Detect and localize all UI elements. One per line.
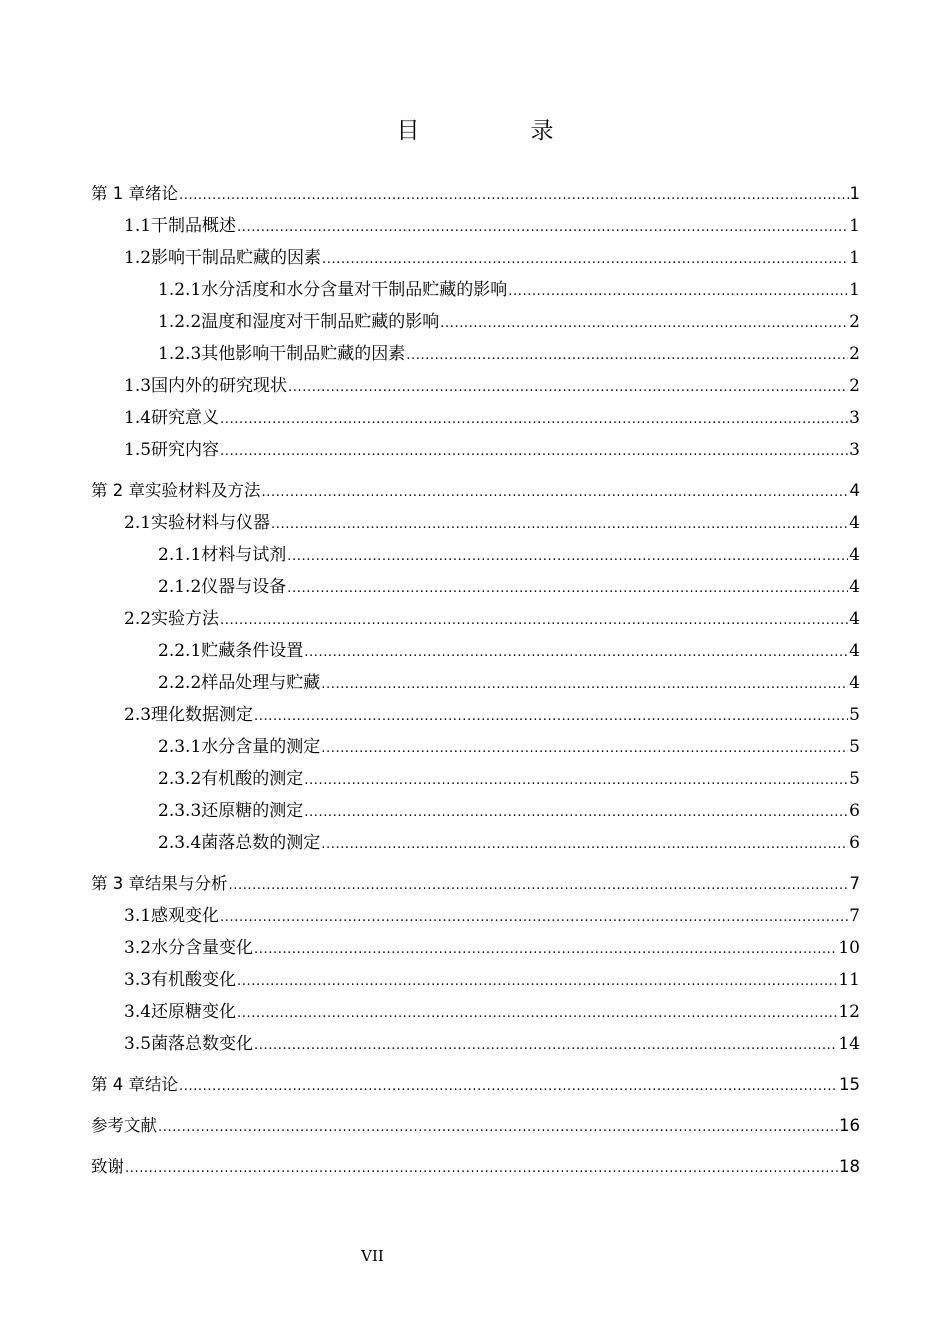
toc-entry-label: 仪器与设备 (201, 577, 287, 597)
dot-leader (288, 370, 848, 404)
toc-section-entry[interactable] (91, 507, 860, 539)
dot-leader (304, 635, 848, 669)
toc-entry-label: 绪论 (145, 184, 178, 203)
toc-entry-number: 2.1.1 (158, 545, 202, 565)
toc-section-entry[interactable] (91, 434, 860, 466)
toc-entry-label: 影响干制品贮藏的因素 (151, 248, 322, 268)
toc-entry-number: 2.1.2 (158, 577, 202, 597)
toc-title: 目 录 (396, 118, 598, 144)
dot-leader (406, 338, 848, 372)
toc-section-entry[interactable] (91, 603, 860, 635)
toc-subsection-entry[interactable] (91, 274, 860, 306)
toc-entry-page: 6 (849, 833, 860, 853)
toc-entry-number: 第 1 章 (91, 184, 145, 203)
dot-leader (271, 507, 848, 541)
dot-leader (237, 210, 848, 244)
toc-subsection-entry[interactable] (91, 763, 860, 795)
toc-subsection-entry[interactable] (91, 306, 860, 338)
toc-entry-page: 4 (849, 481, 860, 500)
dot-leader (321, 827, 848, 861)
toc-entry-label: 实验材料与仪器 (151, 513, 271, 533)
toc-entry-label: 样品处理与贮藏 (201, 673, 321, 693)
toc-entry-label: 参考文献 (91, 1116, 157, 1135)
dot-leader (237, 964, 837, 998)
toc-entry-page: 4 (849, 673, 860, 693)
toc-entry-label: 菌落总数变化 (151, 1034, 254, 1054)
toc-entry-label: 理化数据测定 (151, 705, 254, 725)
toc-chapter-entry[interactable] (91, 868, 860, 900)
toc-entry-page: 18 (839, 1157, 860, 1176)
dot-leader (220, 402, 848, 436)
dot-leader (254, 699, 848, 733)
toc-chapter-entry[interactable] (91, 475, 860, 507)
toc-entry-page: 14 (838, 1034, 860, 1054)
toc-entry-number: 3.4 (124, 1002, 152, 1022)
dot-leader (237, 996, 837, 1030)
toc-entry-label: 国内外的研究现状 (151, 376, 288, 396)
toc-entry-number: 1.5 (124, 440, 152, 460)
toc-entry-number: 1.2.3 (158, 344, 202, 364)
dot-leader (262, 475, 849, 509)
toc-section-entry[interactable] (91, 402, 860, 434)
toc-entry-label: 致谢 (91, 1157, 124, 1176)
toc-section-entry[interactable] (91, 242, 860, 274)
toc-entry-number: 1.3 (124, 376, 152, 396)
toc-chapter-entry[interactable] (91, 1151, 860, 1183)
toc-section-entry[interactable] (91, 964, 860, 996)
toc-entry-label: 水分含量的测定 (201, 737, 321, 757)
dot-leader (125, 1151, 838, 1185)
toc-entry-number: 2.3.2 (158, 769, 202, 789)
toc-section-entry[interactable] (91, 900, 860, 932)
toc-entry-label: 水分含量变化 (151, 938, 254, 958)
toc-entry-page: 7 (849, 906, 860, 926)
dot-leader (508, 274, 848, 308)
toc-entry-label: 温度和湿度对干制品贮藏的影响 (201, 312, 440, 332)
dot-leader (220, 900, 848, 934)
toc-entry-number: 1.2 (124, 248, 152, 268)
toc-entry-number: 2.3.4 (158, 833, 202, 853)
toc-entry-page: 6 (849, 801, 860, 821)
toc-entry-label: 结果与分析 (145, 874, 228, 893)
toc-entry-number: 1.4 (124, 408, 152, 428)
toc-chapter-entry[interactable] (91, 178, 860, 210)
dot-leader (229, 868, 849, 902)
dot-leader (179, 1069, 838, 1103)
toc-entry-page: 12 (838, 1002, 860, 1022)
toc-entry-label: 还原糖变化 (151, 1002, 237, 1022)
toc-section-entry[interactable] (91, 996, 860, 1028)
toc-entry-label: 研究意义 (151, 408, 220, 428)
dot-leader (158, 1110, 838, 1144)
toc-entry-label: 实验方法 (151, 609, 220, 629)
toc-entry-page: 3 (849, 440, 860, 460)
toc-subsection-entry[interactable] (91, 571, 860, 603)
dot-leader (179, 178, 849, 212)
dot-leader (254, 932, 837, 966)
toc-entry-number: 第 4 章 (91, 1075, 145, 1094)
toc-entry-page: 2 (849, 344, 860, 364)
toc-entry-page: 4 (849, 641, 860, 661)
toc-entry-page: 5 (849, 737, 860, 757)
toc-entry-number: 3.2 (124, 938, 152, 958)
toc-entry-number: 2.3 (124, 705, 152, 725)
toc-subsection-entry[interactable] (91, 667, 860, 699)
toc-entry-number: 1.2.1 (158, 280, 202, 300)
dot-leader (440, 306, 848, 340)
toc-subsection-entry[interactable] (91, 795, 860, 827)
toc-entry-label: 水分活度和水分含量对干制品贮藏的影响 (201, 280, 508, 300)
toc-entry-page: 10 (838, 938, 860, 958)
toc-entry-page: 2 (849, 376, 860, 396)
toc-entry-page: 4 (849, 577, 860, 597)
toc-entry-number: 2.3.3 (158, 801, 202, 821)
toc-entry-label: 结论 (145, 1075, 178, 1094)
toc-subsection-entry[interactable] (91, 635, 860, 667)
toc-entry-label: 感观变化 (151, 906, 220, 926)
toc-entry-number: 第 3 章 (91, 874, 145, 893)
toc-entry-number: 2.3.1 (158, 737, 202, 757)
toc-entry-number: 3.1 (124, 906, 152, 926)
toc-section-entry[interactable] (91, 1028, 860, 1060)
dot-leader (322, 242, 848, 276)
toc-section-entry[interactable] (91, 210, 860, 242)
toc-entry-page: 5 (849, 769, 860, 789)
dot-leader (304, 795, 848, 829)
dot-leader (254, 1028, 837, 1062)
toc-entry-label: 贮藏条件设置 (201, 641, 304, 661)
toc-entry-page: 11 (838, 970, 860, 990)
table-of-contents (91, 178, 860, 1183)
toc-subsection-entry[interactable] (91, 731, 860, 763)
toc-entry-label: 研究内容 (151, 440, 220, 460)
toc-entry-number: 3.5 (124, 1034, 152, 1054)
toc-entry-number: 2.1 (124, 513, 152, 533)
toc-entry-number: 2.2 (124, 609, 152, 629)
toc-entry-page: 4 (849, 545, 860, 565)
dot-leader (321, 731, 848, 765)
toc-subsection-entry[interactable] (91, 338, 860, 370)
toc-entry-label: 干制品概述 (151, 216, 237, 236)
toc-entry-page: 1 (849, 216, 860, 236)
toc-entry-page: 3 (849, 408, 860, 428)
toc-entry-label: 菌落总数的测定 (201, 833, 321, 853)
toc-section-entry[interactable] (91, 370, 860, 402)
dot-leader (220, 603, 848, 637)
toc-entry-page: 15 (839, 1075, 860, 1094)
dot-leader (287, 571, 848, 605)
toc-subsection-entry[interactable] (91, 827, 860, 859)
toc-entry-number: 2.2.1 (158, 641, 202, 661)
page-number: VII (361, 1247, 384, 1265)
toc-chapter-entry[interactable] (91, 1110, 860, 1142)
toc-entry-label: 实验材料及方法 (145, 481, 261, 500)
toc-entry-number: 1.1 (124, 216, 152, 236)
toc-section-entry[interactable] (91, 932, 860, 964)
toc-entry-label: 其他影响干制品贮藏的因素 (201, 344, 406, 364)
toc-entry-number: 2.2.2 (158, 673, 202, 693)
toc-entry-page: 2 (849, 312, 860, 332)
toc-entry-label: 有机酸变化 (151, 970, 237, 990)
toc-chapter-entry[interactable] (91, 1069, 860, 1101)
toc-entry-page: 16 (839, 1116, 860, 1135)
toc-entry-page: 4 (849, 609, 860, 629)
toc-section-entry[interactable] (91, 699, 860, 731)
toc-entry-page: 5 (849, 705, 860, 725)
toc-entry-page: 7 (849, 874, 860, 893)
toc-entry-number: 1.2.2 (158, 312, 202, 332)
toc-entry-number: 第 2 章 (91, 481, 145, 500)
toc-entry-page: 4 (849, 513, 860, 533)
toc-entry-page: 1 (849, 280, 860, 300)
dot-leader (321, 667, 848, 701)
toc-entry-label: 有机酸的测定 (201, 769, 304, 789)
toc-entry-page: 1 (849, 248, 860, 268)
dot-leader (304, 763, 848, 797)
toc-entry-label: 还原糖的测定 (201, 801, 304, 821)
toc-entry-page: 1 (849, 184, 860, 203)
dot-leader (287, 539, 848, 573)
dot-leader (220, 434, 848, 468)
toc-subsection-entry[interactable] (91, 539, 860, 571)
toc-entry-label: 材料与试剂 (201, 545, 287, 565)
toc-entry-number: 3.3 (124, 970, 152, 990)
